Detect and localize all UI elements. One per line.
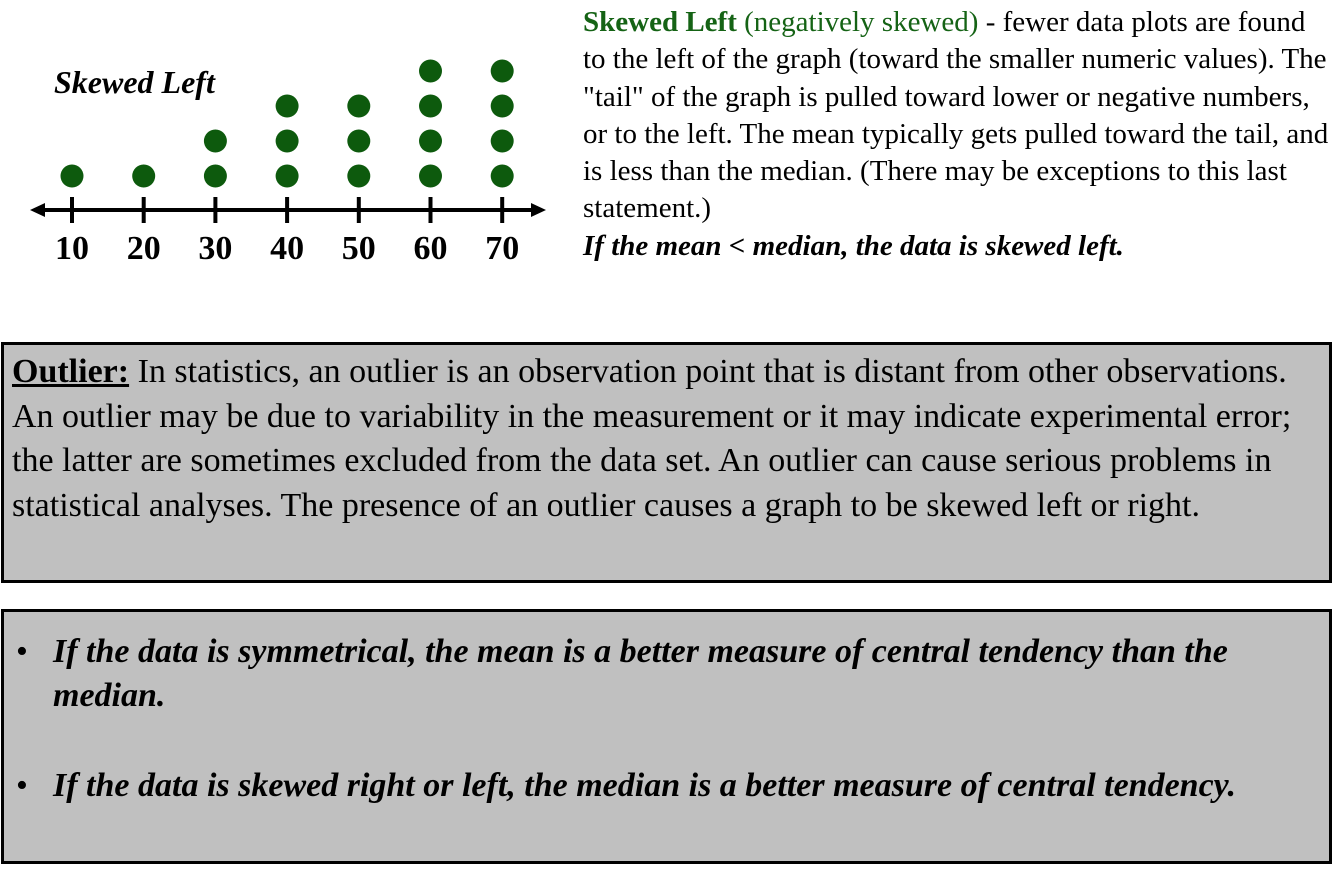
axis-ticks — [55, 197, 519, 267]
tip-item-skewed — [16, 764, 1319, 808]
description-body: - fewer data plots are found to the left of the graph (toward the smaller numeric values). The "tail" of the graph is pulled toward lower or negative numbers, or to the left. The mean typically gets pulled toward the tail, and is less than the median. (There may be exceptions to this last statement.) — [583, 6, 1329, 225]
tick-label: 30 — [198, 230, 233, 267]
data-dot — [347, 95, 370, 118]
description-term: Skewed Left — [583, 6, 737, 38]
tick-label: 60 — [413, 230, 448, 267]
data-dot — [419, 95, 442, 118]
tick-label: 20 — [126, 230, 161, 267]
data-dot — [132, 165, 155, 188]
outlier-definition-box — [1, 342, 1332, 583]
description-rule: If the mean < median, the data is skewed left. — [583, 229, 1124, 262]
outlier-body: In statistics, an outlier is an observation point that is distant from other observations. An outlier may be due to variability in the measurement or it may indicate experimental error; the latter are sometimes excluded from the data set. An outlier can cause serious problems in statistical analyses. The presence of an outlier causes a graph to be skewed left or right. — [12, 353, 1292, 524]
tick-label: 40 — [270, 230, 305, 267]
axis-arrow-left-icon — [30, 203, 45, 217]
data-dot — [204, 165, 227, 188]
data-dot — [204, 130, 227, 153]
skewed-left-description — [583, 4, 1333, 265]
data-dot — [61, 165, 84, 188]
data-dot — [491, 165, 514, 188]
tip-item-symmetrical — [16, 630, 1319, 718]
data-dot — [276, 130, 299, 153]
data-dot — [347, 165, 370, 188]
data-dot — [491, 60, 514, 83]
description-qualifier: (negatively skewed) — [744, 6, 979, 38]
bullet-icon: • — [16, 767, 28, 804]
skewed-left-dot-plot — [0, 0, 560, 300]
plot-title: Skewed Left — [54, 64, 215, 100]
tick-label: 70 — [485, 230, 520, 267]
outlier-term: Outlier: — [12, 353, 130, 390]
tips-list — [16, 630, 1319, 808]
data-dot — [347, 130, 370, 153]
axis-arrow-right-icon — [531, 203, 546, 217]
tick-label: 10 — [55, 230, 89, 267]
data-dot — [419, 130, 442, 153]
data-dot — [491, 130, 514, 153]
data-dot — [419, 165, 442, 188]
data-dot — [419, 60, 442, 83]
tick-label: 50 — [341, 230, 376, 267]
tip-text: If the data is skewed right or left, the median is a better measure of central tendency. — [53, 767, 1237, 804]
central-tendency-tips-box — [1, 609, 1332, 864]
data-dot — [276, 95, 299, 118]
tip-text: If the data is symmetrical, the mean is a better measure of central tendency than the median. — [53, 633, 1228, 714]
data-dot — [276, 165, 299, 188]
data-dot — [491, 95, 514, 118]
bullet-icon: • — [16, 633, 28, 670]
